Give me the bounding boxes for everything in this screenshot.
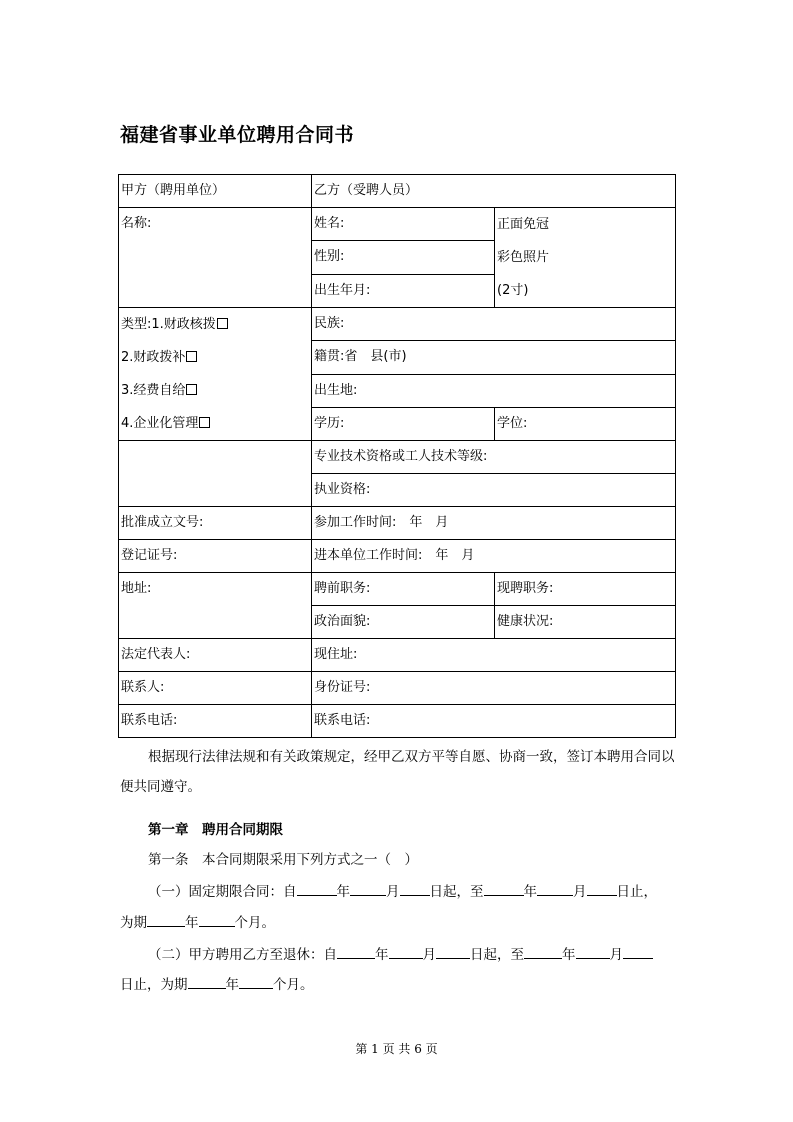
opt2-text-h: 年 [225, 977, 239, 993]
checkbox-2[interactable] [186, 351, 197, 362]
opt1-text-h: 为期 [120, 915, 147, 931]
opt1-text-e: 年 [523, 884, 537, 900]
contact-cell: 联系人: [119, 672, 312, 705]
type-option-1: 类型:1.财政核拨 [121, 317, 216, 332]
birth-cell: 出生年月: [312, 274, 495, 307]
phone-a-cell: 联系电话: [119, 705, 312, 738]
opt1-text-d: 日起，至 [429, 884, 484, 900]
current-address-cell: 现住址: [312, 639, 676, 672]
blank-field[interactable] [576, 944, 610, 959]
opt2-text-i: 个月。 [273, 977, 314, 993]
blank-field[interactable] [623, 944, 653, 959]
photo-line-3: (2寸) [497, 283, 529, 298]
option-2-line-2 [120, 970, 676, 1000]
opt1-text-c: 月 [386, 884, 400, 900]
tech-level-cell: 专业技术资格或工人技术等级: [312, 441, 676, 474]
blank-field[interactable] [400, 881, 430, 896]
education-cell: 学历: [312, 407, 495, 440]
work-start-cell: 参加工作时间: 年 月 [312, 507, 676, 540]
person-name-cell: 姓名: [312, 208, 495, 241]
legal-rep-cell: 法定代表人: [119, 639, 312, 672]
intro-paragraph: 根据现行法律法规和有关政策规定，经甲乙双方平等自愿、协商一致，签订本聘用合同以便共同遵守。 [120, 749, 675, 795]
curr-post-cell: 现聘职务: [495, 573, 676, 606]
opt1-text-i: 年 [185, 915, 199, 931]
address-label: 地址: [121, 581, 152, 596]
blank-field[interactable] [587, 881, 617, 896]
opt2-text-d: 日起，至 [470, 947, 524, 963]
gender-cell: 性别: [312, 241, 495, 274]
chapter-heading: 第一章 聘用合同期限 [148, 822, 283, 838]
degree-cell: 学位: [495, 407, 676, 440]
blank-field[interactable] [484, 881, 524, 896]
blank-field[interactable] [147, 912, 185, 927]
blank-field[interactable] [389, 944, 423, 959]
health-cell: 健康状况: [495, 606, 676, 639]
opt1-text-a: （一）固定期限合同：自 [148, 884, 297, 900]
option-1-line-1 [148, 877, 676, 907]
opt2-text-g: 日止，为期 [120, 977, 188, 993]
unit-start-cell: 进本单位工作时间: 年 月 [312, 540, 676, 573]
unit-type-cell [119, 308, 312, 441]
blank-field[interactable] [537, 881, 573, 896]
empty-cell [119, 441, 312, 507]
opt2-text-c: 月 [422, 947, 436, 963]
document-title: 福建省事业单位聘用合同书 [120, 124, 355, 146]
photo-line-2: 彩色照片 [497, 250, 550, 265]
checkbox-1[interactable] [217, 318, 228, 329]
blank-field[interactable] [350, 881, 386, 896]
blank-field[interactable] [239, 974, 273, 989]
opt1-text-b: 年 [336, 884, 350, 900]
party-a-header: 甲方（聘用单位） [119, 175, 312, 208]
prev-post-cell: 聘前职务: [312, 573, 495, 606]
phone-b-cell: 联系电话: [312, 705, 676, 738]
political-cell: 政治面貌: [312, 606, 495, 639]
article-1: 第一条 本合同期限采用下列方式之一（ ） [148, 852, 418, 868]
opt1-text-g: 日止， [616, 884, 657, 900]
blank-field[interactable] [337, 944, 375, 959]
opt1-text-j: 个月。 [234, 915, 275, 931]
blank-field[interactable] [436, 944, 470, 959]
checkbox-3[interactable] [186, 384, 197, 395]
native-place-cell: 籍贯:省 县(市) [312, 341, 676, 374]
opt1-text-f: 月 [573, 884, 587, 900]
reg-no-cell: 登记证号: [119, 540, 312, 573]
option-1-line-2 [120, 908, 676, 938]
checkbox-4[interactable] [199, 417, 210, 428]
id-no-cell: 身份证号: [312, 672, 676, 705]
type-option-3: 3.经费自给 [121, 383, 186, 398]
page-footer: 第 1 页 共 6 页 [355, 1042, 438, 1056]
type-option-2: 2.财政拨补 [121, 350, 186, 365]
opt2-text-b: 年 [375, 947, 389, 963]
blank-field[interactable] [524, 944, 562, 959]
practice-cell: 执业资格: [312, 474, 676, 507]
blank-field[interactable] [188, 974, 226, 989]
opt2-text-a: （二）甲方聘用乙方至退休：自 [148, 947, 337, 963]
unit-name-label: 名称: [121, 216, 152, 231]
address-cell [119, 573, 312, 639]
type-option-4: 4.企业化管理 [121, 416, 199, 431]
approval-no-cell: 批准成立文号: [119, 507, 312, 540]
contract-info-table [118, 174, 676, 738]
option-2-line-1 [148, 940, 676, 970]
birthplace-cell: 出生地: [312, 374, 676, 407]
blank-field[interactable] [199, 912, 235, 927]
blank-field[interactable] [297, 881, 337, 896]
unit-name-cell [119, 208, 312, 308]
photo-cell [495, 208, 676, 308]
ethnicity-cell: 民族: [312, 308, 676, 341]
photo-line-1: 正面免冠 [497, 217, 550, 232]
opt2-text-f: 月 [609, 947, 623, 963]
opt2-text-e: 年 [562, 947, 576, 963]
party-b-header: 乙方（受聘人员） [312, 175, 676, 208]
